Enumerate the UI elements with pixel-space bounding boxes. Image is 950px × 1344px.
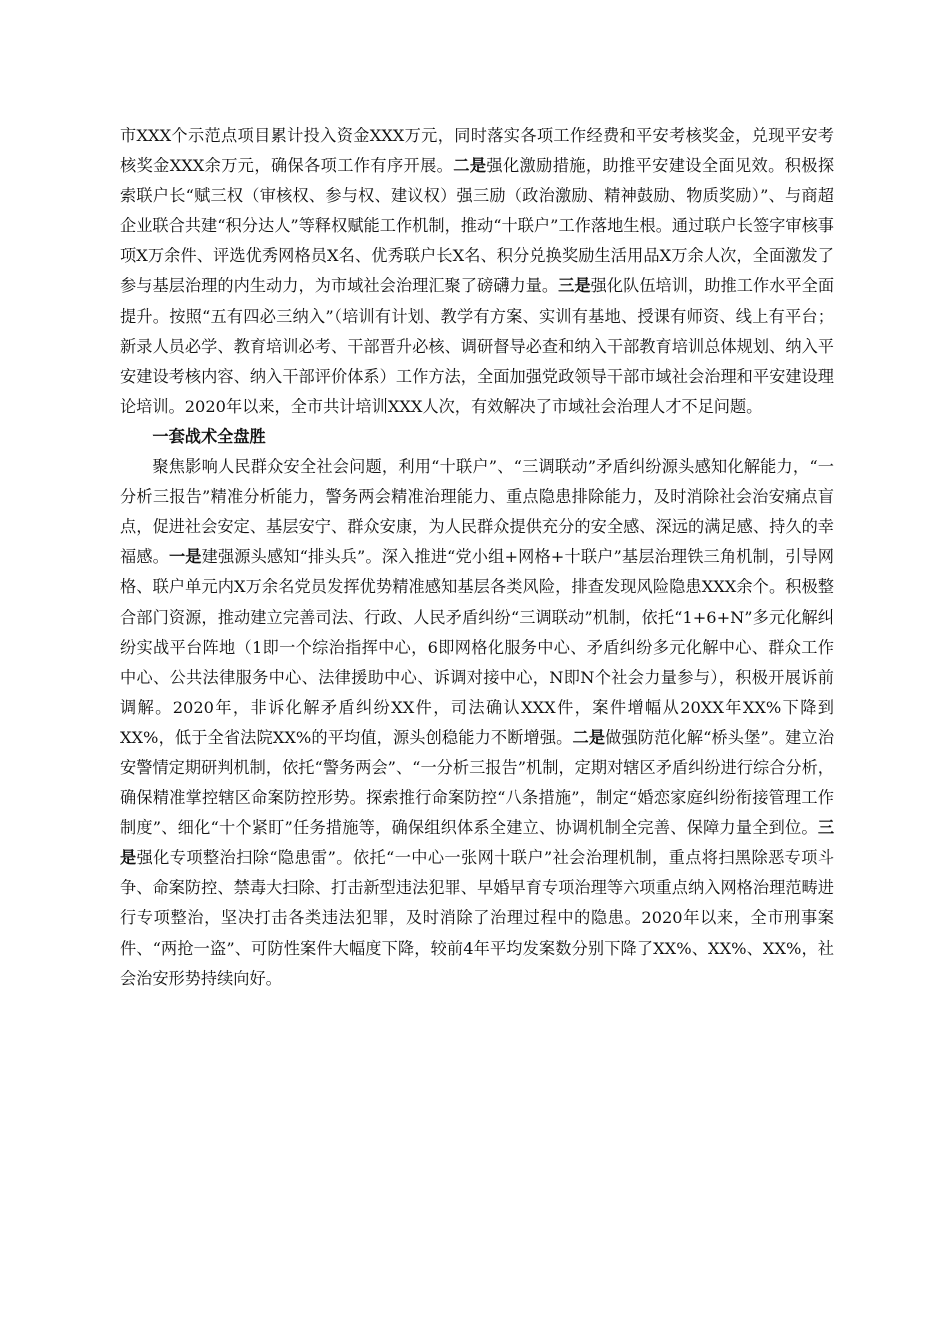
paragraph-2-marker-2: 二是 (572, 727, 606, 747)
paragraph-2-text-4: 强化专项整治扫除“隐患雷”。依托“一中心一张网十联户”社会治理机制，重点将扫黑除恶专项斗争、命案防控、禁毒大扫除、打击新型违法犯罪、早婚早育专项治理等六项重点纳入网格治理范畴进行专项整治，坚决打击各类违法犯罪，及时消除了治理过程中的隐患。2020年以来，全市刑事案件、“两抢一盗”、可防性案件大幅度下降，较前4年平均发案数分别下降了XX%、XX%、XX%，社会治安形势持续向好。 (120, 848, 835, 988)
paragraph-1-text-1: 市XXX个示范点项目累计投入资金XXX万元，同时落实各项工作经费和平安考核奖金，兑现平安考核奖金XXX余万元，确保各项工作有序开展。 (120, 126, 834, 176)
paragraph-2-marker-1: 一是 (168, 547, 202, 567)
paragraph-body (120, 452, 834, 994)
paragraph-1-marker-2: 二是 (453, 156, 487, 176)
paragraph-2-marker-3: 三是 (120, 818, 834, 868)
paragraph-2-text-1: 聚焦影响人民群众安全社会问题，利用“十联户”、“三调联动”矛盾纠纷源头感知化解能力，“一分析三报告”精准分析能力，警务两会精准治理能力、重点隐患排除能力，及时消除社会治安痛点盲点，促进社会安定、基层安宁、群众安康，为人民群众提供充分的安全感、深远的满足感、持久的幸福感。 (120, 457, 834, 567)
section-heading: 一套战术全盘胜 (152, 426, 266, 446)
paragraph-1-text-2: 强化激励措施，助推平安建设全面见效。积极探索联户长“赋三权（审核权、参与权、建议权）强三励（政治激励、精神鼓励、物质奖励）”、与商超企业联合共建“积分达人”等释权赋能工作机制，推动“十联户”工作落地生根。通过联户长签字审核事项X万余件、评选优秀网格员X名、优秀联户长X名、积分兑换奖励生活用品X万余人次，全面激发了参与基层治理的内生动力，为市域社会治理汇聚了磅礴力量。 (120, 156, 835, 296)
paragraph-2-text-3: 做强防范化解“桥头堡”。建立治安警情定期研判机制，依托“警务两会”、“一分析三报告”机制，定期对辖区矛盾纠纷进行综合分析，确保精准掌控辖区命案防控形势。探索推行命案防控“八条措施”，制定“婚恋家庭纠纷衔接管理工作制度”、细化“十个紧盯”任务措施等，确保组织体系全建立、协调机制全完善、保障力量全到位。 (120, 727, 835, 838)
paragraph-2-text-2: 建强源头感知“排头兵”。深入推进“党小组+网格+十联户”基层治理铁三角机制，引导网格、联户单元内X万余名党员发挥优势精准感知基层各类风险，排查发现风险隐患XXX余个。积极整合部门资源，推动建立完善司法、行政、人民矛盾纠纷“三调联动”机制，依托“1+6+N”多元化解纠纷实战平台阵地（1即一个综治指挥中心，6即网格化服务中心、矛盾纠纷多元化解中心、群众工作中心、公共法律服务中心、法律援助中心、诉调对接中心，N即N个社会力量参与），积极开展诉前调解。2020年，非诉化解矛盾纠纷XX件，司法确认XXX件，案件增幅从20XX年XX%下降到XX%，低于全省法院XX%的平均值，源头创稳能力不断增强。 (120, 547, 834, 747)
paragraph-1-text-3: 强化队伍培训，助推工作水平全面提升。按照“五有四必三纳入”（培训有计划、教学有方案、实训有基地、授课有师资、线上有平台；新录人员必学、教育培训必考、干部晋升必核、调研督导必查和纳入干部教育培训总体规划、纳入平安建设考核内容、纳入干部评价体系）工作方法，全面加强党政领导干部市域社会治理和平安建设理论培训。2020年以来，全市共计培训XXX人次，有效解决了市域社会治理人才不足问题。 (120, 276, 835, 416)
paragraph-1-marker-3: 三是 (558, 276, 591, 296)
document-page (120, 121, 834, 994)
paragraph-continued (120, 121, 834, 422)
